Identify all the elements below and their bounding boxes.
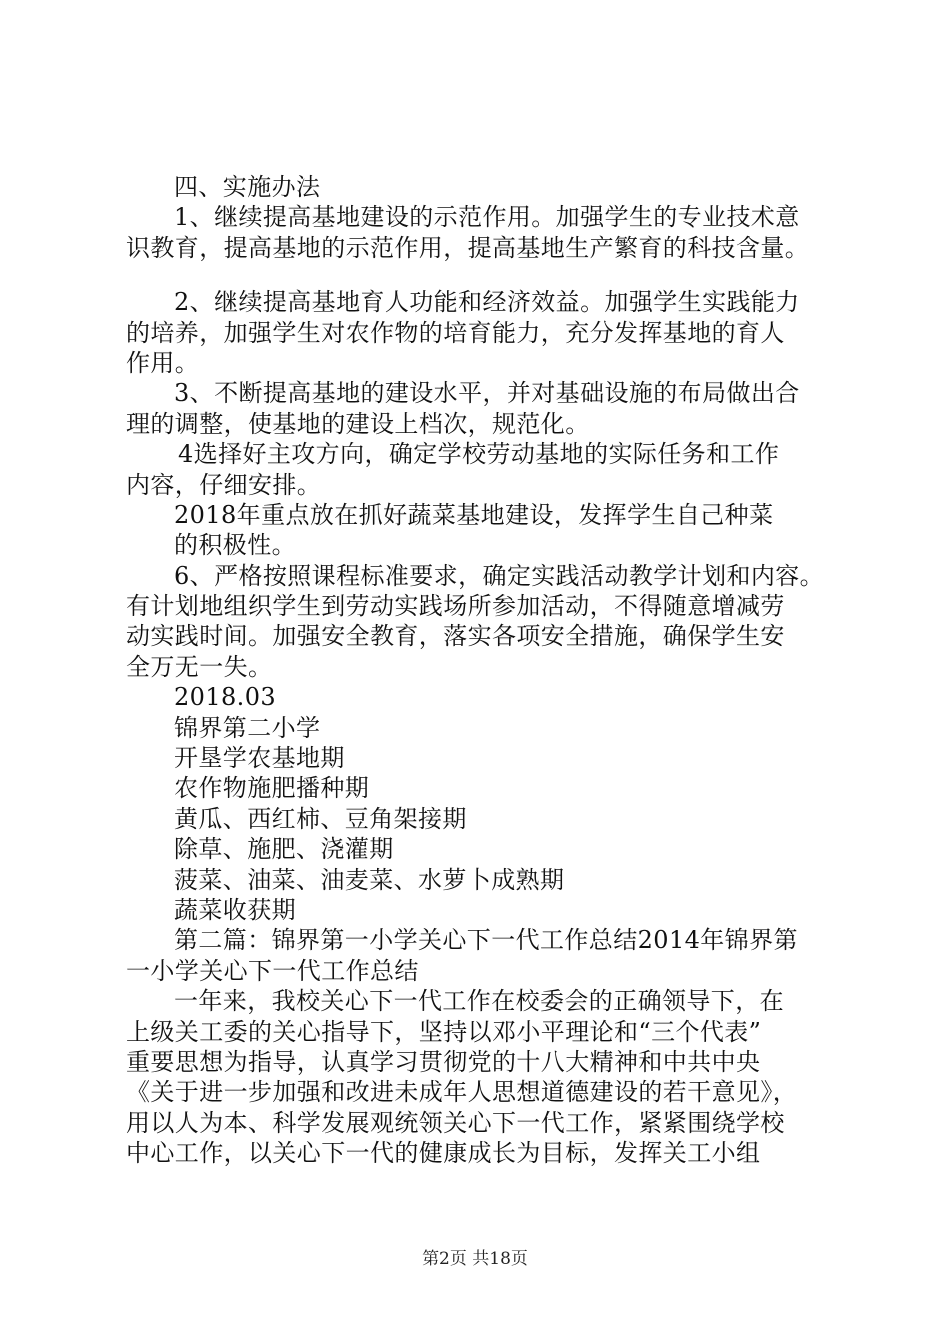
text-line: 全万无一失。 [126,652,273,681]
date-line: 2018.03 [174,683,277,712]
text-line: 的培养，加强学生对农作物的培育能力，充分发挥基地的育人 [126,318,785,347]
section-heading: 第二篇：锦界第一小学关心下一代工作总结2014年锦界第 [174,926,798,955]
text-line: 3、不断提高基地的建设水平，并对基础设施的布局做出合 [174,379,800,408]
text-line: 中心工作，以关心下一代的健康成长为目标，发挥关工小组 [126,1139,761,1168]
text-line: 一小学关心下一代工作总结 [126,956,419,985]
schedule-item: 蔬菜收获期 [174,895,296,924]
schedule-item: 农作物施肥播种期 [174,774,370,803]
schedule-item: 菠菜、油菜、油麦菜、水萝卜成熟期 [174,865,565,894]
text-line: 动实践时间。加强安全教育，落实各项安全措施，确保学生安 [126,622,785,651]
text-line: 《关于进一步加强和改进未成年人思想道德建设的若干意见》， [126,1078,798,1107]
document-body [126,172,838,1169]
text-line: 四、实施办法 [174,173,321,201]
school-name: 锦界第二小学 [174,713,321,742]
text-line: 2、继续提高基地育人功能和经济效益。加强学生实践能力 [174,288,800,317]
page-footer: 第2页 共18页 [422,1249,528,1269]
text-line: 1、继续提高基地建设的示范作用。加强学生的专业技术意 [174,203,800,232]
schedule-item: 开垦学农基地期 [174,744,345,773]
blank-line [126,263,838,287]
text-line: 6、严格按照课程标准要求，确定实践活动教学计划和内容。 [174,561,825,590]
text-line: 识教育，提高基地的示范作用，提高基地生产繁育的科技含量。 [126,233,810,262]
schedule-item: 黄瓜、西红柿、豆角架接期 [174,804,467,833]
text-line: 的积极性。 [174,531,296,560]
text-line: 重要思想为指导，认真学习贯彻党的十八大精神和中共中央 [126,1047,761,1076]
text-line: 理的调整，使基地的建设上档次，规范化。 [126,409,590,438]
text-line: 一年来，我校关心下一代工作在校委会的正确领导下，在 [174,987,784,1016]
text-line: 有计划地组织学生到劳动实践场所参加活动，不得随意增减劳 [126,592,785,621]
text-line: 2018年重点放在抓好蔬菜基地建设，发挥学生自己种菜 [174,500,774,529]
schedule-item: 除草、施肥、浇灌期 [174,835,394,864]
text-line: 4选择好主攻方向，确定学校劳动基地的实际任务和工作 [178,440,780,469]
text-line: 作用。 [126,348,200,377]
text-line: 内容，仔细安排。 [126,470,322,499]
text-line: 上级关工委的关心指导下，坚持以邓小平理论和“三个代表” [126,1017,762,1046]
text-line: 用以人为本、科学发展观统领关心下一代工作，紧紧围绕学校 [126,1108,785,1137]
